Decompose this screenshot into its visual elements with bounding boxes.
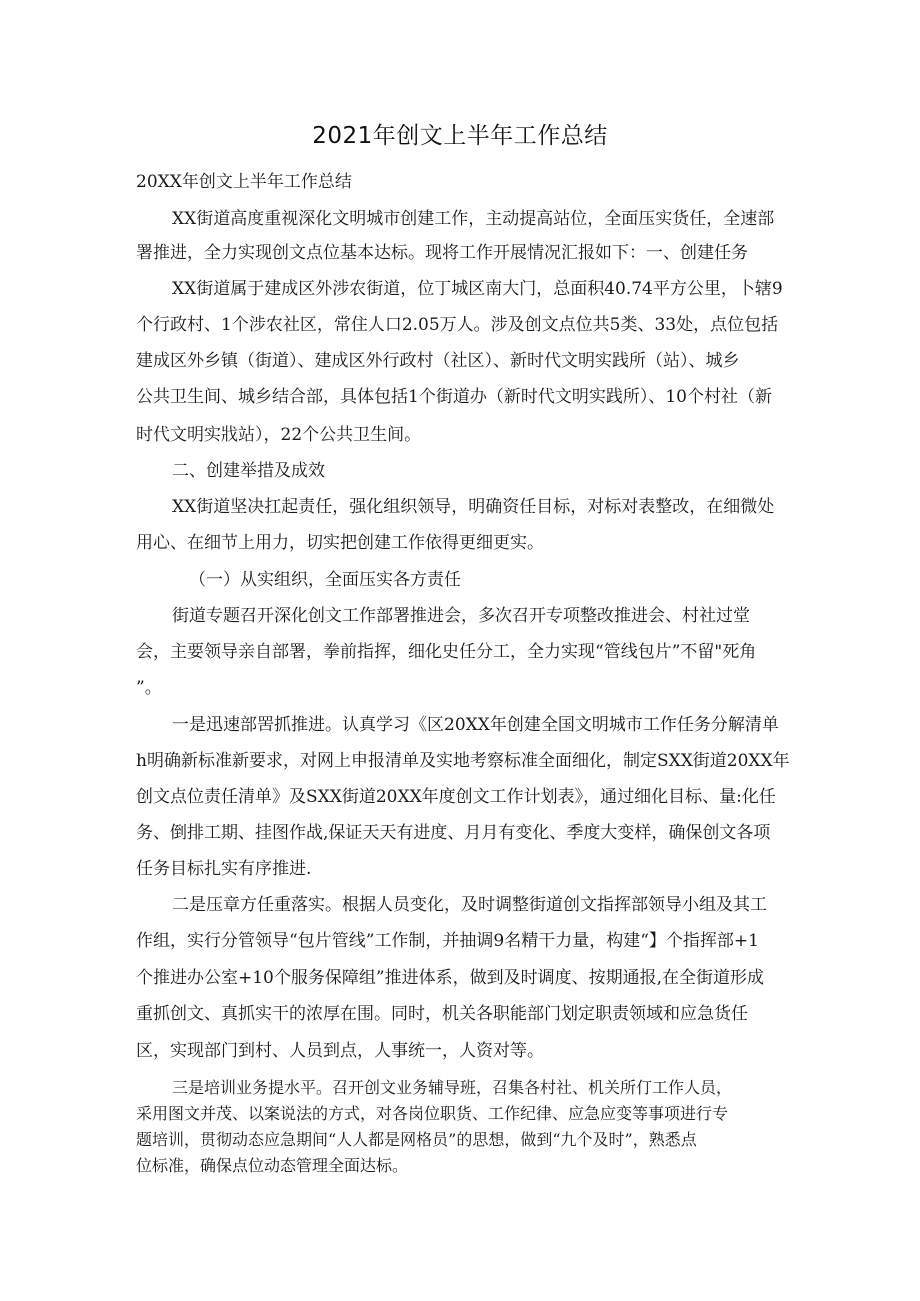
text-line: XX街道坚决扛起责任，强化组织领导，明确资任目标，对标对表整改，在细微处 (172, 497, 775, 517)
text-line: 区，实现部门到村、人员到点，人事统一，人资对等。 (136, 1041, 544, 1061)
text-line: h明确新标准新要求，对网上申报清单及实地考察标准全面细化，制定SXX街道20XX年 (136, 751, 790, 771)
text-line: 采用图文并茂、以案说法的方式，对各岗位职货、工作纪律、应急应变等事项进行专 (136, 1104, 729, 1123)
text-line: 公共卫生间、城乡结合部，具体包括1个街道办（新时代文明实践所）、10个村社（新 (136, 387, 772, 407)
text-line: 会，主要领导亲自部署，拳前指挥，细化史任分工，全力实现“管线包片”不留"死角 (136, 642, 757, 662)
text-line: 街道专题召开深化创文工作部署推进会，多次召开专项整改推进会、村社过堂 (172, 606, 750, 626)
text-line: 二是压章方任重落实。根据人员变化，及时调整街道创文指挥部领导小组及其工 (172, 895, 767, 915)
text-line: 题培训，贯彻动态应急期间“人人都是网格员”的思想，做到“九个及时”，熟悉点 (136, 1130, 697, 1149)
text-line: 署推进，全力实现创文点位基本达标。现将工作开展情况汇报如下：一、创建任务 (136, 243, 748, 263)
text-line: 个行政村、1个涉农社区，常住人口2.05万人。涉及创文点位共5类、33处，点位包括 (136, 315, 779, 335)
subsection-heading: （一）从实组织，全面压实各方责任 (189, 570, 461, 590)
text-line: 个推进办公室+10个服务保障组”推进体系，做到及时调度、按期通报,在全街道形成 (136, 968, 764, 988)
text-line: ”。 (136, 678, 162, 698)
section-heading: 二、创建举措及成效 (172, 461, 325, 481)
document-subtitle: 20XX年创文上半年工作总结 (136, 172, 352, 192)
text-line: 一是迅速部罟抓推进。认真学习《区20XX年创建全国文明城市工作任务分解清单 (172, 715, 779, 735)
text-line: 位标准，确保点位动态管理全面达标。 (136, 1156, 409, 1175)
text-line: 重抓创文、真抓实干的浓厚在围。同时，机关各职能部门划定职责领域和应急货任 (136, 1004, 748, 1024)
text-line: 务、倒排工期、挂图作战,保证天天有进度、月月有变化、季度大变样，确保创文各项 (136, 823, 771, 843)
text-line: 用心、在细节上用力，切实把创建工作依得更细更实。 (136, 533, 544, 553)
text-line: XX街道属于建成区外涉农街道，位丁城区南大门，总面积40.74平方公里，卜辖9 (172, 279, 783, 299)
text-line: 任务目标扎实有序推进. (136, 859, 312, 879)
text-line: 时代文明实戕站），22个公共卫生间。 (136, 425, 422, 445)
text-line: 作组，实行分管领导“包片管线”工作制，并抽调9名精干力量，构建“】个指挥部+1 (136, 931, 759, 951)
text-line: 三是培训业务提水平。召开创文业务辅导班，召集各村社、机关所仃工作人员， (172, 1078, 733, 1097)
text-line: 创文点位责任清单》及SXX街道20XX年度创文工作计划表》，通过细化目标、量:化任 (136, 787, 776, 807)
text-line: XX街道高度重视深化文明城市创建工作，主动提高站位，全面压实货任，全速部 (172, 209, 775, 229)
text-line: 建成区外乡镇（街道）、建成区外行政村（社区）、新时代文明实践所（站）、城乡 (136, 351, 740, 371)
document-title: 2021年创文上半年工作总结 (312, 123, 608, 149)
